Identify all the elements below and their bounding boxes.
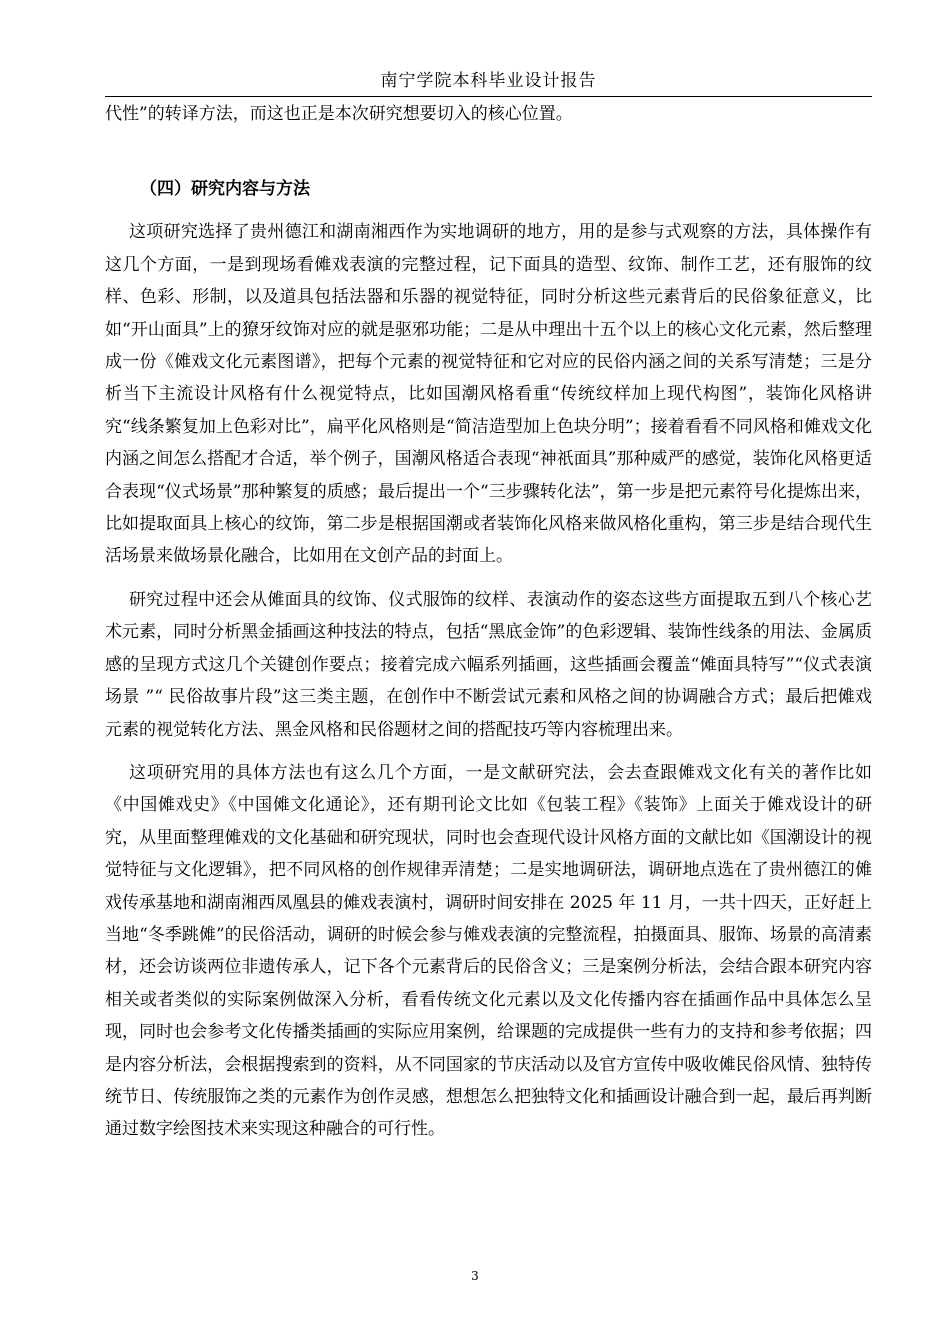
page-number: 3: [471, 1269, 479, 1283]
paragraph-research-methods: 这项研究用的具体方法也有这么几个方面，一是文献研究法，会去查跟傩戏文化有关的著作比如《中国傩戏史》《中国傩文化通论》，还有期刊论文比如《包装工程》《装饰》上面关于傩戏设计的研究，从里面整理傩戏的文化基础和研究现状，同时也会查现代设计风格方面的文献比如《国潮设计的视觉特征与文化逻辑》，把不同风格的创作规律弄清楚；二是实地调研法，调研地点选在了贵州德江的傩戏传承基地和湖南湘西凤凰县的傩戏表演村，调研时间安排在 2025 年 11 月，一共十四天，正好赶上当地“冬季跳傩”的民俗活动，调研的时候会参与傩戏表演的完整流程，拍摄面具、服饰、场景的高清素材，还会访谈两位非遗传承人，记下各个元素背后的民俗含义；三是案例分析法，会结合跟本研究内容相关或者类似的实际案例做深入分析，看看传统文化元素以及文化传播内容在插画作品中具体怎么呈现，同时也会参考文化传播类插画的实际应用案例，给课题的完成提供一些有力的支持和参考依据；四是内容分析法，会根据搜索到的资料，从不同国家的节庆活动以及官方宣传中吸收傩民俗风情、独特传统节日、传统服饰之类的元素作为创作灵感，想想怎么把独特文化和插画设计融合到一起，最后再判断通过数字绘图技术来实现这种融合的可行性。: [105, 762, 872, 1140]
paragraph-research-content: 这项研究选择了贵州德江和湖南湘西作为实地调研的地方，用的是参与式观察的方法，具体操作有这几个方面，一是到现场看傩戏表演的完整过程，记下面具的造型、纹饰、制作工艺，还有服饰的纹样、色彩、形制，以及道具包括法器和乐器的视觉特征，同时分析这些元素背后的民俗象征意义，比如“开山面具”上的獠牙纹饰对应的就是驱邪功能；二是从中理出十五个以上的核心文化元素，然后整理成一份《傩戏文化元素图谱》，把每个元素的视觉特征和它对应的民俗内涵之间的关系写清楚；三是分析当下主流设计风格有什么视觉特点，比如国潮风格看重“传统纹样加上现代构图”，装饰化风格讲究“线条繁复加上色彩对比”，扁平化风格则是“简洁造型加上色块分明”；接着看看不同风格和傩戏文化内涵之间怎么搭配才合适，举个例子，国潮风格适合表现“神祇面具”那种威严的感觉，装饰化风格更适合表现“仪式场景”那种繁复的质感；最后提出一个“三步骤转化法”，第一步是把元素符号化提炼出来，比如提取面具上核心的纹饰，第二步是根据国潮或者装饰化风格来做风格化重构，第三步是结合现代生活场景来做场景化融合，比如用在文创产品的封面上。: [105, 222, 872, 567]
paragraph-research-process: 研究过程中还会从傩面具的纹饰、仪式服饰的纹样、表演动作的姿态这些方面提取五到八个核心艺术元素，同时分析黑金插画这种技法的特点，包括“黑底金饰”的色彩逻辑、装饰性线条的用法、金属质感的呈现方式这几个关键创作要点；接着完成六幅系列插画，这些插画会覆盖“傩面具特写”“仪式表演场景 ”“ 民俗故事片段”这三类主题，在创作中不断尝试元素和风格之间的协调融合方式；最后把傩戏元素的视觉转化方法、黑金风格和民俗题材之间的搭配技巧等内容梳理出来。: [105, 589, 872, 740]
document-body: [105, 98, 872, 1146]
page-header: 南宁学院本科毕业设计报告: [380, 71, 597, 91]
section-heading: （四）研究内容与方法: [140, 179, 310, 200]
continuation-line: 代性”的转译方法，而这也正是本次研究想要切入的核心位置。: [105, 104, 573, 124]
header-divider: [105, 96, 872, 97]
